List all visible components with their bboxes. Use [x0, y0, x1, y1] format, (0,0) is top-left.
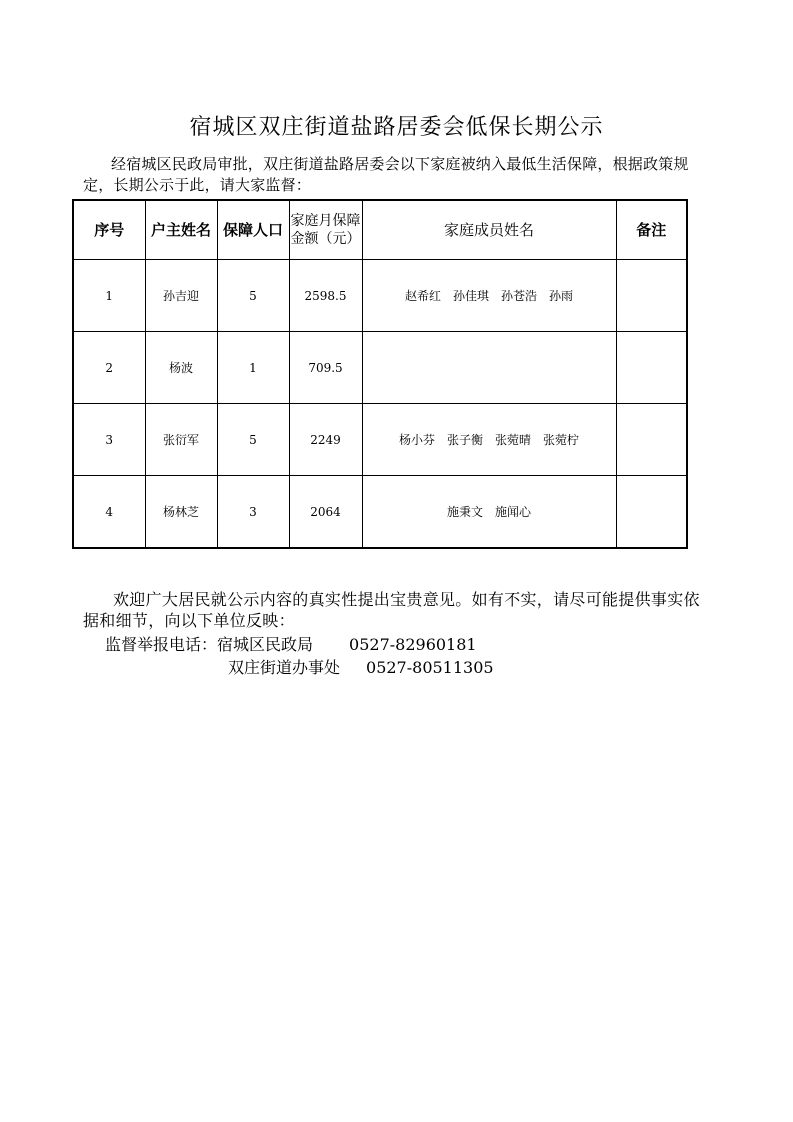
cell-remark — [616, 260, 687, 332]
intro-paragraph: 经宿城区民政局审批，双庄街道盐路居委会以下家庭被纳入最低生活保障，根据政策规定，长期公示于此，请大家监督： — [83, 155, 689, 194]
cell-remark — [616, 332, 687, 404]
cell-members — [362, 404, 616, 476]
contact2-phone: 0527-80511305 — [366, 658, 494, 677]
header-members: 家庭成员姓名 — [362, 200, 616, 260]
cell-members — [362, 332, 616, 404]
cell-members — [362, 476, 616, 549]
cell-seq: 2 — [73, 332, 145, 404]
member-name: 孙雨 — [549, 289, 574, 303]
page-title: 宿城区双庄街道盐路居委会低保长期公示 — [189, 115, 604, 140]
member-name: 杨小芬 — [398, 433, 435, 447]
cell-amount: 2064 — [289, 476, 362, 549]
cell-amount: 709.5 — [289, 332, 362, 404]
cell-amount: 2249 — [289, 404, 362, 476]
contact-label: 监督举报电话： — [105, 635, 218, 654]
table-row — [73, 260, 687, 332]
header-persons: 保障人口 — [217, 200, 289, 260]
cell-remark — [616, 404, 687, 476]
table-row — [73, 332, 687, 404]
contact1-phone: 0527-82960181 — [349, 635, 477, 654]
cell-remark — [616, 476, 687, 549]
cell-head-name: 孙吉迎 — [145, 260, 217, 332]
header-seq: 序号 — [73, 200, 145, 260]
table-header-row — [73, 200, 687, 260]
member-name: 孙佳琪 — [452, 289, 489, 303]
member-name: 孙苍浩 — [501, 289, 538, 303]
table-row — [73, 404, 687, 476]
cell-persons: 1 — [217, 332, 289, 404]
header-head-name: 户主姓名 — [145, 200, 217, 260]
cell-amount: 2598.5 — [289, 260, 362, 332]
member-name: 张子衡 — [446, 433, 483, 447]
member-name: 张菀柠 — [543, 433, 580, 447]
cell-persons: 5 — [217, 260, 289, 332]
member-name: 施闻心 — [495, 505, 532, 519]
cell-seq: 4 — [73, 476, 145, 549]
contact2-org: 双庄街道办事处 — [228, 658, 341, 677]
cell-head-name: 杨波 — [145, 332, 217, 404]
member-name: 施秉文 — [446, 505, 483, 519]
cell-seq: 3 — [73, 404, 145, 476]
header-remark: 备注 — [616, 200, 687, 260]
cell-members — [362, 260, 616, 332]
header-amount: 家庭月保障金额（元） — [289, 200, 362, 260]
contact-line-2 — [228, 657, 793, 678]
cell-persons: 3 — [217, 476, 289, 549]
table-row — [73, 476, 687, 549]
contact-line-1 — [105, 634, 725, 655]
member-name: 张菀晴 — [495, 433, 532, 447]
contact1-org: 宿城区民政局 — [217, 635, 314, 654]
footer-notice: 欢迎广大居民就公示内容的真实性提出宝贵意见。如有不实，请尽可能提供事实依据和细节，向以下单位反映： — [83, 590, 700, 630]
cell-seq: 1 — [73, 260, 145, 332]
cell-head-name: 杨林芝 — [145, 476, 217, 549]
cell-head-name: 张衍军 — [145, 404, 217, 476]
member-name: 赵希红 — [404, 289, 441, 303]
recipients-table — [72, 199, 688, 549]
cell-persons: 5 — [217, 404, 289, 476]
